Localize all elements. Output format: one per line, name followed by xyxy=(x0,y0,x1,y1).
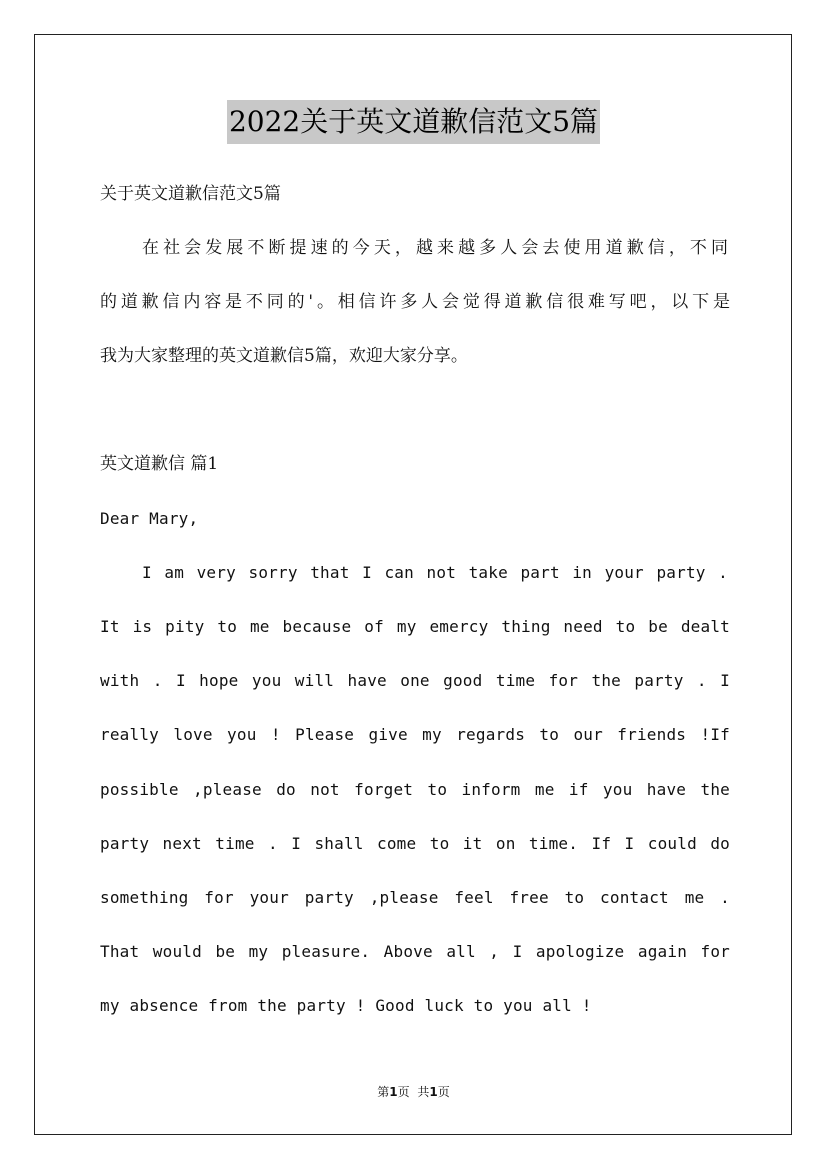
letter-line-5: possible ,please do not forget to inform me if you have the xyxy=(100,780,730,799)
document-title: 2022关于英文道歉信范文5篇 xyxy=(227,100,600,144)
footer-page-current: 1 xyxy=(389,1085,398,1099)
footer-page-prefix: 第 xyxy=(377,1085,390,1099)
letter-line-6: party next time . I shall come to it on time. If I could do xyxy=(100,834,730,853)
section-heading: 英文道歉信 篇1 xyxy=(100,454,219,474)
footer-page-suffix: 页 xyxy=(397,1085,410,1099)
letter-line-9: my absence from the party ! Good luck to you all ! xyxy=(100,996,592,1015)
title-wrapper xyxy=(0,100,827,144)
footer-page-total: 1 xyxy=(429,1085,438,1099)
footer-total-suffix: 页 xyxy=(437,1085,450,1099)
letter-line-3: with . I hope you will have one good time for the party . I xyxy=(100,671,730,690)
intro-line-2: 的道歉信内容是不同的'。相信许多人会觉得道歉信很难写吧，以下是 xyxy=(100,292,730,312)
intro-line-1: 在社会发展不断提速的今天，越来越多人会去使用道歉信，不同 xyxy=(142,238,728,258)
letter-line-2: It is pity to me because of my emercy thing need to be dealt xyxy=(100,617,730,636)
intro-line-3: 我为大家整理的英文道歉信5篇，欢迎大家分享。 xyxy=(100,346,468,366)
letter-line-7: something for your party ,please feel free to contact me . xyxy=(100,888,730,907)
letter-line-8: That would be my pleasure. Above all , I apologize again for xyxy=(100,942,730,961)
footer-total-prefix: 共 xyxy=(417,1085,430,1099)
page-footer xyxy=(0,1083,827,1101)
letter-salutation: Dear Mary, xyxy=(100,509,199,528)
document-subtitle: 关于英文道歉信范文5篇 xyxy=(100,184,281,204)
letter-line-4: really love you ! Please give my regards to our friends !If xyxy=(100,725,730,744)
letter-line-1: I am very sorry that I can not take part in your party . xyxy=(142,563,728,582)
